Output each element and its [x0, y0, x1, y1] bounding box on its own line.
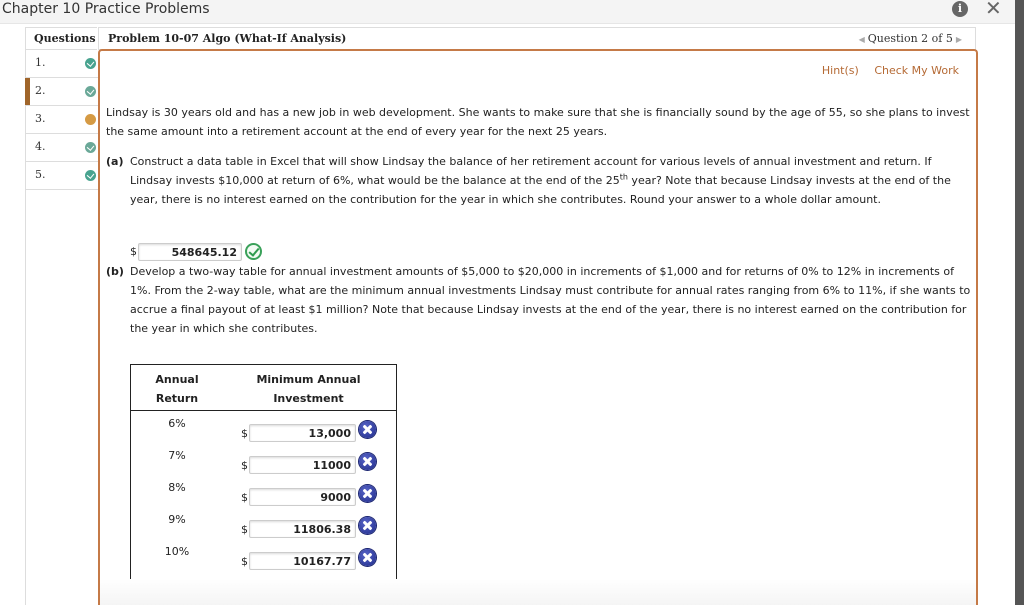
problem-title: Problem 10-07 Algo (What-If Analysis) [108, 32, 347, 45]
part-a-label: (a) [106, 155, 124, 168]
investment-input[interactable]: 9000 [249, 488, 356, 506]
question-number: 1. [35, 56, 46, 69]
question-number: 3. [35, 112, 46, 125]
question-number: 4. [35, 140, 46, 153]
window-edge [1015, 0, 1024, 605]
currency-symbol: $ [130, 245, 137, 258]
problem-content [98, 49, 978, 605]
table-row [131, 448, 396, 480]
window-title: Chapter 10 Practice Problems [2, 1, 210, 17]
incorrect-x-icon [359, 549, 376, 566]
part-a-answer-input[interactable]: 548645.12 [138, 243, 242, 261]
partial-check-icon [85, 86, 96, 97]
completed-check-icon [85, 58, 96, 69]
main-area [0, 24, 1015, 605]
part-a-question [106, 152, 974, 209]
rate-cell: 8% [168, 481, 186, 494]
question-item-3[interactable] [26, 106, 98, 134]
content-footer-fade [100, 579, 976, 605]
currency-symbol: $ [241, 554, 248, 568]
completed-check-icon [85, 170, 96, 181]
close-icon[interactable]: ✕ [985, 0, 1002, 20]
problem-header [98, 27, 976, 50]
pending-dot-icon [85, 114, 96, 125]
correct-check-icon [245, 243, 262, 260]
hints-link[interactable]: Hint(s) [821, 64, 859, 77]
part-a-answer [130, 241, 262, 261]
currency-symbol: $ [241, 426, 248, 440]
column-header-annual-return: Annual Return [155, 373, 199, 405]
problem-intro: Lindsay is 30 years old and has a new job in web development. She wants to make sure that she is financially sound by the age of 55, so she plans to invest the same amount into a retirement account at the end of every year for the next 25 years. [106, 106, 970, 138]
question-item-1[interactable] [26, 50, 98, 78]
problem-toolbar [810, 64, 959, 77]
investment-input[interactable]: 11000 [249, 456, 356, 474]
part-a-text-1: Construct a data table in Excel that will show Lindsay the balance of her retirement account for various levels of annual investment and return. If Lindsay invests $10,000 at return of 6%, what would be the balance at the end of the 25 [130, 155, 932, 187]
questions-list [25, 50, 98, 605]
table-row [131, 512, 396, 544]
rate-cell: 10% [164, 545, 190, 558]
incorrect-x-icon [359, 517, 376, 534]
questions-header: Questions [25, 27, 97, 50]
prev-question-icon[interactable]: ◀ [858, 35, 865, 44]
incorrect-x-icon [359, 421, 376, 438]
currency-symbol: $ [241, 458, 248, 472]
investment-input[interactable]: 10167.77 [249, 552, 356, 570]
incorrect-x-icon [359, 485, 376, 502]
rate-cell: 6% [168, 417, 186, 430]
check-my-work-link[interactable]: Check My Work [874, 64, 959, 77]
next-question-icon[interactable]: ▶ [955, 35, 962, 44]
table-row [131, 544, 396, 576]
question-number: 5. [35, 168, 46, 181]
question-item-4[interactable] [26, 134, 98, 162]
part-a-text-2: year? Note that because Lindsay invests at the end of the year, there is no interest earned on the contribution for the year in which she contributes. Round your answer to a whole dollar amount. [130, 174, 951, 206]
rate-cell: 9% [168, 513, 186, 526]
incorrect-x-icon [359, 453, 376, 470]
currency-symbol: $ [241, 490, 248, 504]
part-b-question [106, 262, 974, 338]
investment-input[interactable]: 11806.38 [249, 520, 356, 538]
info-icon[interactable]: i [952, 1, 968, 17]
table-row [131, 480, 396, 512]
part-b-label: (b) [106, 265, 124, 278]
part-a-superscript: th [619, 172, 628, 182]
window-titlebar [0, 0, 1015, 24]
table-header [131, 365, 396, 411]
part-b-text: Develop a two-way table for annual investment amounts of $5,000 to $20,000 in increments of $1,000 and for returns of 0% to 12% in increments of 1%. From the 2-way table, what are the minimum annual investments Lindsay must contribute for annual rates ranging from 6% to 11%, if she wants to accrue a final payout of at least $1 million? Note that because Lindsay invests at the end of the year, there is no interest earned on the contribution for the year in which she contributes. [130, 265, 971, 335]
investment-input[interactable]: 13,000 [249, 424, 356, 442]
partial-check-icon [85, 142, 96, 153]
currency-symbol: $ [241, 522, 248, 536]
investment-table [130, 364, 397, 604]
question-item-2[interactable] [26, 78, 98, 106]
table-row [131, 416, 396, 448]
rate-cell: 7% [168, 449, 186, 462]
question-navigator [856, 28, 965, 51]
question-position: Question 2 of 5 [867, 32, 953, 45]
question-number: 2. [35, 84, 46, 97]
question-item-5[interactable] [26, 162, 98, 190]
column-header-min-investment: Minimum Annual Investment [256, 373, 361, 405]
